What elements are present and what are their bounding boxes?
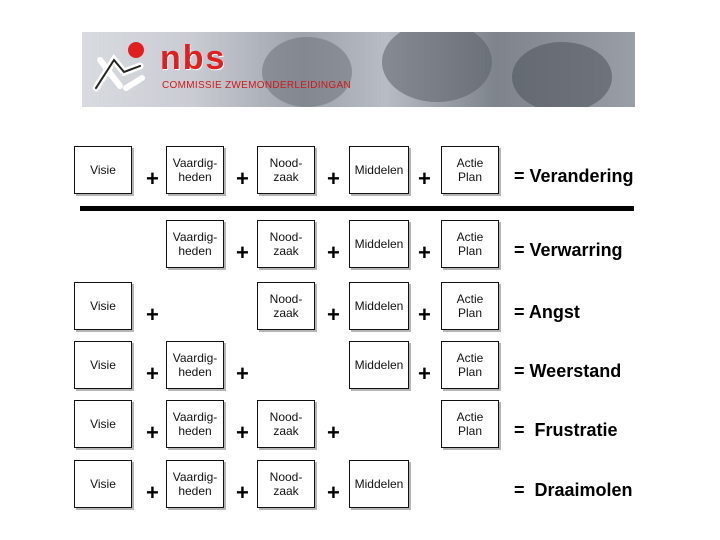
result-draaimolen: = Draaimolen	[514, 480, 633, 500]
actieplan-box: Actie Plan	[441, 341, 499, 389]
plus-sign: +	[327, 166, 340, 191]
visie-box: Visie	[74, 460, 132, 508]
visie-box: Visie	[74, 341, 132, 389]
actieplan-box: Actie Plan	[441, 282, 499, 330]
plus-sign: +	[418, 240, 431, 265]
middelen-box: Middelen	[349, 282, 409, 330]
logo-subtitle: COMMISSIE ZWEMONDERLEIDINGAN	[162, 80, 351, 91]
noodzaak-box: Nood- zaak	[257, 400, 315, 448]
plus-sign: +	[146, 480, 159, 505]
middelen-box: Middelen	[349, 460, 409, 508]
logo-text: nbs	[160, 39, 227, 77]
visie-box: Visie	[74, 282, 132, 330]
noodzaak-box: Nood- zaak	[257, 220, 315, 268]
plus-sign: +	[327, 420, 340, 445]
swimmer-logo-icon	[90, 38, 152, 100]
divider-line	[80, 206, 634, 211]
actieplan-box: Actie Plan	[441, 400, 499, 448]
plus-sign: +	[418, 302, 431, 327]
plus-sign: +	[418, 166, 431, 191]
vaardigheden-box: Vaardig- heden	[166, 460, 224, 508]
plus-sign: +	[146, 420, 159, 445]
vaardigheden-box: Vaardig- heden	[166, 341, 224, 389]
result-frustratie: = Frustratie	[514, 420, 618, 440]
plus-sign: +	[236, 361, 249, 386]
noodzaak-box: Nood- zaak	[257, 282, 315, 330]
middelen-box: Middelen	[349, 146, 409, 194]
plus-sign: +	[236, 166, 249, 191]
visie-box: Visie	[74, 146, 132, 194]
plus-sign: +	[418, 361, 431, 386]
plus-sign: +	[236, 420, 249, 445]
plus-sign: +	[146, 166, 159, 191]
plus-sign: +	[236, 240, 249, 265]
noodzaak-box: Nood- zaak	[257, 460, 315, 508]
visie-box: Visie	[74, 400, 132, 448]
plus-sign: +	[327, 480, 340, 505]
vaardigheden-box: Vaardig- heden	[166, 146, 224, 194]
vaardigheden-box: Vaardig- heden	[166, 220, 224, 268]
plus-sign: +	[146, 361, 159, 386]
result-verwarring: = Verwarring	[514, 240, 623, 260]
banner-photo-shape	[262, 37, 352, 107]
middelen-box: Middelen	[349, 341, 409, 389]
plus-sign: +	[236, 480, 249, 505]
actieplan-box: Actie Plan	[441, 146, 499, 194]
noodzaak-box: Nood- zaak	[257, 146, 315, 194]
header-banner	[82, 32, 635, 107]
result-verandering: = Verandering	[514, 166, 634, 186]
middelen-box: Middelen	[349, 220, 409, 268]
banner-photo-shape	[382, 32, 492, 102]
result-weerstand: = Weerstand	[514, 361, 622, 381]
plus-sign: +	[327, 240, 340, 265]
plus-sign: +	[146, 302, 159, 327]
actieplan-box: Actie Plan	[441, 220, 499, 268]
banner-photo-shape	[512, 42, 612, 107]
vaardigheden-box: Vaardig- heden	[166, 400, 224, 448]
plus-sign: +	[327, 302, 340, 327]
result-angst: = Angst	[514, 302, 580, 322]
